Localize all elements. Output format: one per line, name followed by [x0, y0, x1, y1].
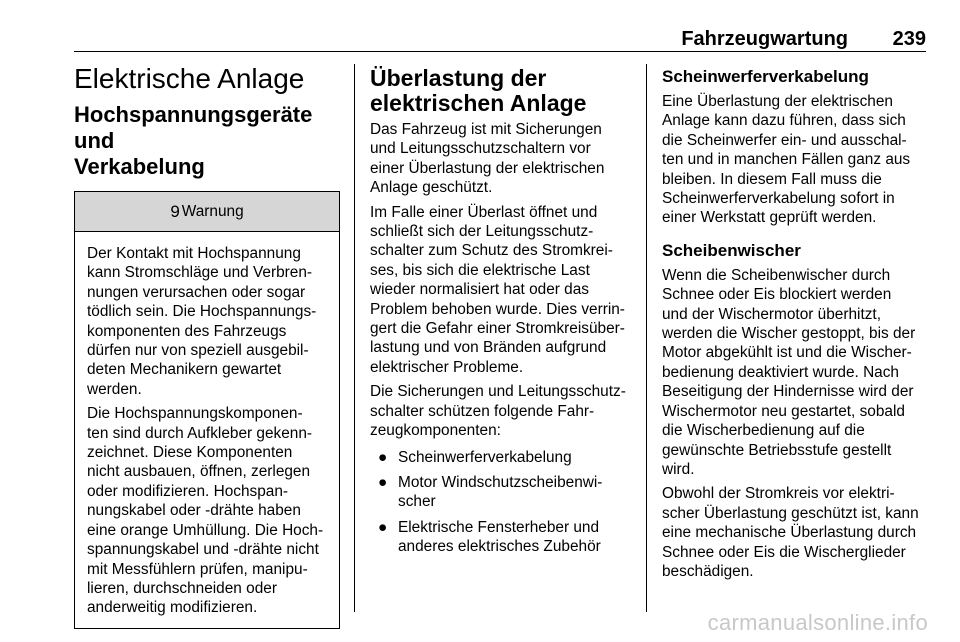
- text-line: nicht ausbauen, öffnen, zerlegen: [87, 463, 311, 481]
- list-item-text: [398, 448, 632, 467]
- text-line: und der Wischermotor überhitzt,: [662, 305, 881, 323]
- bullet-icon: ●: [378, 473, 388, 491]
- body-paragraph: [370, 203, 632, 378]
- text-line: tödlich sein. Die Hochspannungs-: [87, 303, 317, 321]
- column-divider-2: [646, 64, 647, 612]
- text-line: zeichnet. Diese Komponenten: [87, 444, 293, 462]
- text-line: Beseitigung der Hindernisse wird der: [662, 383, 914, 401]
- text-line: wieder normalisiert hat oder das: [370, 281, 589, 299]
- component-list: [370, 448, 632, 557]
- subtitle-line: Hochspannungsgeräte und: [74, 102, 313, 153]
- text-line: Eine Überlastung der elektrischen: [662, 93, 893, 110]
- subsection-title-high-voltage: [74, 102, 340, 180]
- text-line: Problem behoben wurde. Dies verrin-: [370, 300, 625, 318]
- text-line: Im Falle einer Überlast öffnet und: [370, 203, 598, 221]
- text-line: nungen verursachen oder sogar: [87, 283, 306, 301]
- text-line: elektrischer Probleme.: [370, 358, 524, 376]
- section-title-wipers: Scheibenwischer: [662, 240, 801, 260]
- text-line: werden die Wischer gestoppt, bis der: [662, 325, 916, 343]
- title-line: elektrischen Anlage: [370, 90, 587, 116]
- text-line: Der Kontakt mit Hochspannung: [87, 245, 301, 262]
- body-paragraph: [370, 120, 632, 198]
- warning-body: [75, 232, 339, 628]
- text-line: ses, bis sich die elektrische Last: [370, 261, 590, 279]
- list-item: [370, 473, 632, 512]
- text-line: dürfen nur von speziell ausgebil-: [87, 342, 309, 360]
- warning-box: [74, 191, 340, 629]
- text-line: Das Fahrzeug ist mit Sicherungen: [370, 121, 602, 138]
- text-line: werden.: [87, 380, 142, 398]
- header-rule: [74, 51, 926, 52]
- column-1: [74, 62, 340, 629]
- text-line: Scheinwerferverkabelung sofort in: [662, 190, 895, 208]
- column-2: [370, 62, 632, 557]
- warning-label: Warnung: [181, 202, 244, 220]
- text-line: Scheinwerferverkabelung: [398, 448, 572, 466]
- column-3: [662, 62, 926, 581]
- warning-paragraph: [87, 244, 329, 399]
- body-paragraph: [662, 266, 926, 479]
- text-line: spannungskabel und -drähte nicht: [87, 541, 319, 559]
- list-item-text: [398, 473, 632, 512]
- list-item: [370, 448, 632, 467]
- text-line: einer Werkstatt geprüft werden.: [662, 209, 877, 227]
- subtitle-line: Verkabelung: [74, 154, 205, 179]
- text-line: Schnee oder Eis die Wischerglieder: [662, 543, 906, 561]
- text-line: Die Hochspannungskomponen-: [87, 405, 303, 423]
- text-line: anderweitig modifizieren.: [87, 599, 258, 617]
- text-line: wird.: [662, 460, 695, 478]
- text-line: Wenn die Scheibenwischer durch: [662, 266, 891, 284]
- text-line: ten und in manchen Fällen ganz aus: [662, 151, 911, 169]
- text-line: deten Mechanikern gewartet: [87, 361, 282, 379]
- text-line: nungskabel oder -drähte haben: [87, 502, 301, 520]
- text-line: ten sind durch Aufkleber gekenn-: [87, 424, 313, 442]
- text-line: kann Stromschläge und Verbren-: [87, 264, 313, 282]
- title-line: Überlastung der: [370, 65, 547, 91]
- text-line: schalter schützen folgende Fahr-: [370, 402, 595, 420]
- text-line: eine mechanische Überlastung durch: [662, 524, 917, 542]
- page-header: [74, 28, 926, 50]
- text-line: Wischermotor neu gestartet, sobald: [662, 402, 905, 420]
- column-divider-1: [354, 64, 355, 612]
- list-item: [370, 518, 632, 557]
- warning-icon: 9: [170, 201, 180, 221]
- text-line: beschädigen.: [662, 562, 754, 580]
- text-line: bleiben. In diesem Fall muss die: [662, 170, 882, 188]
- text-line: lastung und von Bränden aufgrund: [370, 339, 607, 357]
- text-line: und Leitungsschutzschaltern vor: [370, 140, 591, 158]
- text-line: schalter zum Schutz des Stromkrei-: [370, 242, 613, 260]
- text-line: lieren, durchschneiden oder: [87, 579, 277, 597]
- bullet-icon: ●: [378, 448, 388, 466]
- text-line: komponenten des Fahrzeugs: [87, 322, 287, 340]
- text-line: scher: [398, 493, 436, 511]
- text-line: anderes elektrisches Zubehör: [398, 538, 601, 556]
- warning-paragraph: [87, 404, 329, 617]
- text-line: Schnee oder Eis blockiert werden: [662, 286, 892, 304]
- text-line: zeugkomponenten:: [370, 422, 501, 440]
- text-line: Motor abgekühlt ist und die Wischer-: [662, 344, 912, 362]
- text-line: eine orange Umhüllung. Die Hoch-: [87, 521, 324, 539]
- text-line: scher Überlastung geschützt ist, kann: [662, 504, 919, 522]
- text-line: die Wischerbedienung auf die: [662, 422, 865, 440]
- text-line: oder modifizieren. Hochspan-: [87, 482, 289, 500]
- section-title-electrical-system: Elektrische Anlage: [74, 63, 305, 94]
- text-line: Obwohl der Stromkreis vor elektri-: [662, 485, 895, 503]
- watermark: carmanualsonline.info: [707, 610, 928, 635]
- text-line: Elektrische Fensterheber und: [398, 518, 600, 536]
- text-line: mit Messfühlern prüfen, manipu-: [87, 560, 308, 578]
- header-title: Fahrzeugwartung: [681, 28, 848, 50]
- text-line: Die Sicherungen und Leitungsschutz-: [370, 383, 626, 401]
- text-line: gewünschte Betriebsstufe gestellt: [662, 441, 892, 459]
- text-line: Motor Windschutzscheibenwi-: [398, 473, 603, 491]
- warning-header: [75, 192, 339, 232]
- section-title-overload: [370, 66, 632, 116]
- body-paragraph: [370, 382, 632, 440]
- body-paragraph: [662, 484, 926, 581]
- text-line: gert die Gefahr einer Stromkreisüber-: [370, 320, 625, 338]
- body-paragraph: [662, 92, 926, 228]
- text-line: die Scheinwerfer ein- und ausschal-: [662, 131, 907, 149]
- text-line: Anlage kann dazu führen, dass sich: [662, 112, 906, 130]
- section-title-headlamp-wiring: Scheinwerferverkabelung: [662, 67, 869, 86]
- text-line: schließt sich der Leitungsschutz-: [370, 223, 594, 241]
- page-number: 239: [892, 28, 926, 50]
- text-line: einer Überlastung der elektrischen: [370, 159, 605, 177]
- text-line: bedienung deaktiviert wurde. Nach: [662, 363, 899, 381]
- list-item-text: [398, 518, 632, 557]
- text-line: Anlage geschützt.: [370, 179, 493, 197]
- bullet-icon: ●: [378, 518, 388, 536]
